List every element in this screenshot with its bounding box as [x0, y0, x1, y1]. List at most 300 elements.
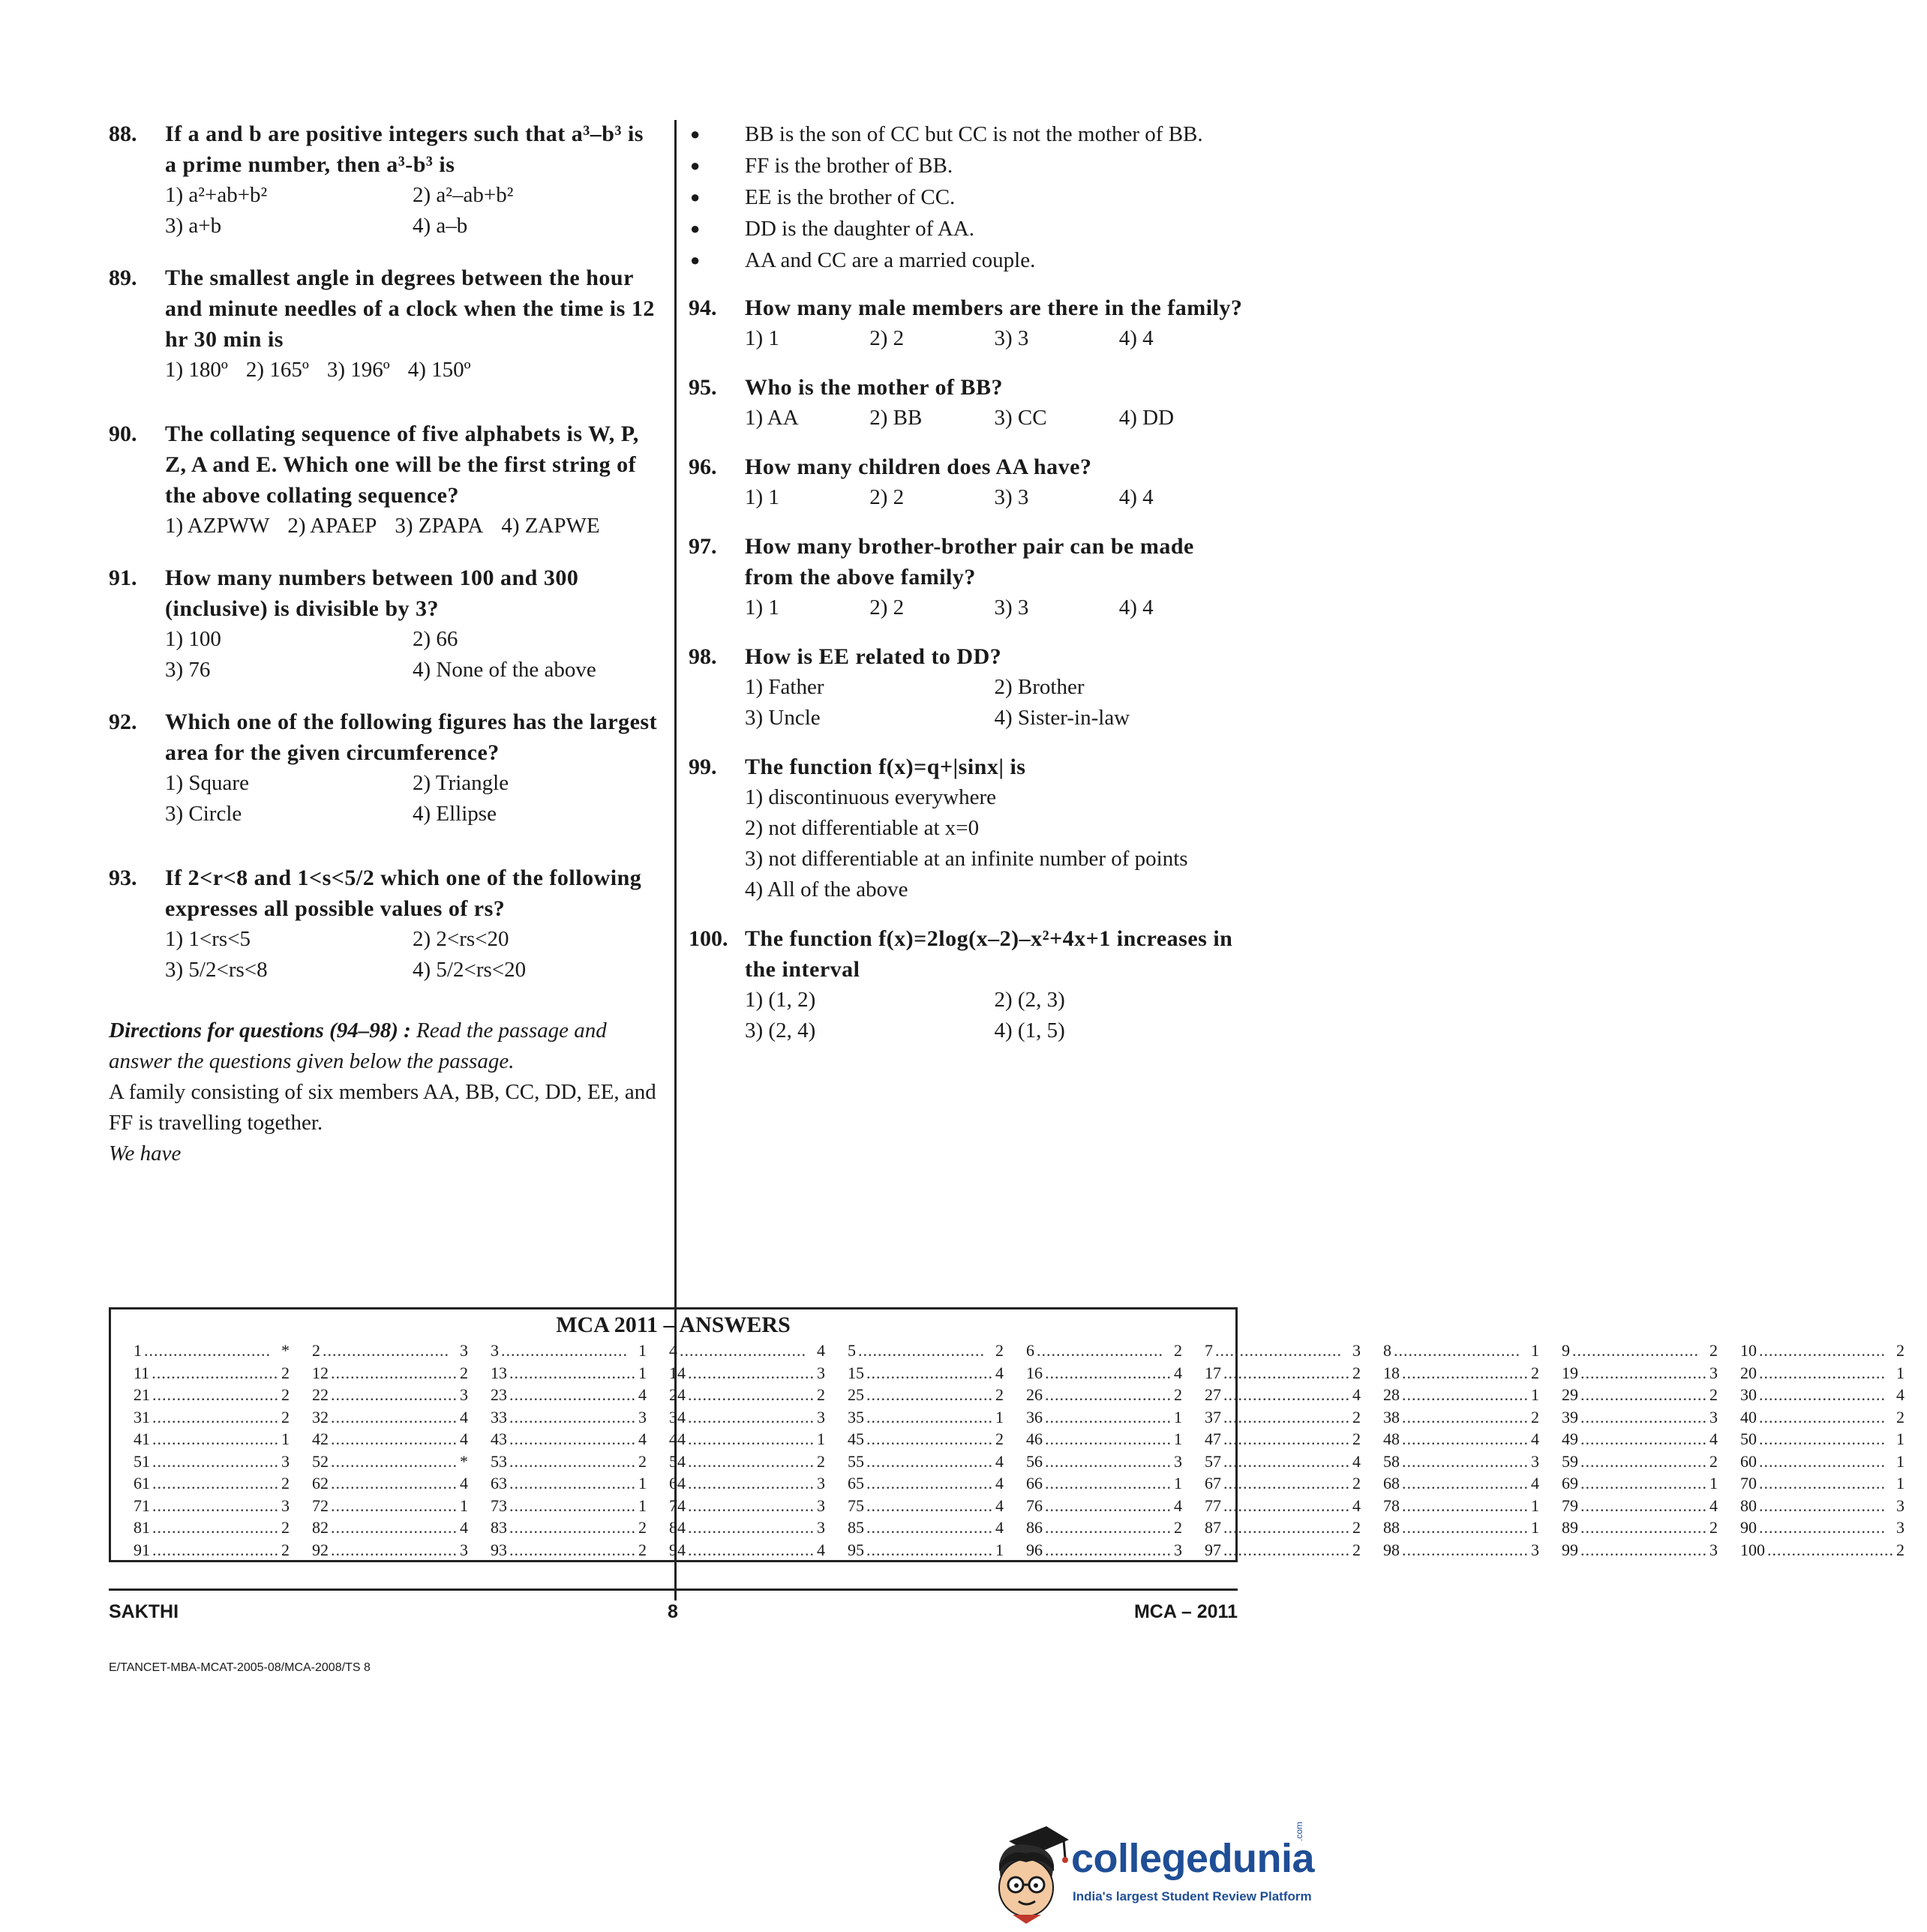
- answer-entry: [134, 1450, 312, 1473]
- question-92: [109, 706, 660, 830]
- leader-dots: ..........................: [866, 1430, 993, 1448]
- answer-question-number: 25: [848, 1385, 864, 1404]
- leader-dots: ..........................: [1223, 1540, 1350, 1559]
- collegedunia-logo[interactable]: [983, 1819, 1313, 1924]
- answer-entry: [1383, 1516, 1562, 1539]
- answer-entry: [1026, 1406, 1205, 1429]
- answer-value: 2: [995, 1341, 1004, 1360]
- answer-option: 1) Father: [745, 675, 824, 699]
- answer-entry: [312, 1516, 491, 1539]
- answer-value: *: [460, 1451, 468, 1471]
- answer-option: 2) 66: [413, 627, 458, 651]
- leader-dots: ..........................: [688, 1385, 815, 1404]
- answer-question-number: 52: [312, 1451, 329, 1471]
- answer-entry: [1740, 1384, 1927, 1406]
- answer-entry: [1740, 1472, 1927, 1495]
- answer-value: 3: [1531, 1540, 1539, 1559]
- answer-option: 4) 150º: [407, 358, 471, 382]
- answer-options: [165, 180, 660, 242]
- answer-value: 3: [1896, 1496, 1904, 1515]
- answer-value: 3: [638, 1407, 647, 1426]
- leader-dots: ..........................: [866, 1451, 993, 1471]
- leader-dots: ..........................: [1223, 1363, 1350, 1382]
- answer-entry: [1026, 1340, 1205, 1362]
- leader-dots: ..........................: [1223, 1496, 1350, 1515]
- answer-question-number: 26: [1026, 1385, 1043, 1404]
- answer-question-number: 93: [491, 1540, 507, 1559]
- answer-options: [165, 624, 660, 686]
- leader-dots: ..........................: [323, 1341, 449, 1360]
- answer-question-number: 62: [312, 1474, 329, 1492]
- answer-entry: [1383, 1340, 1562, 1362]
- answer-question-number: 27: [1205, 1385, 1221, 1404]
- leader-dots: ..........................: [509, 1385, 636, 1404]
- answer-value: 2: [1174, 1518, 1182, 1537]
- answer-option: 2) BB: [869, 406, 923, 430]
- answer-entry: [669, 1472, 848, 1495]
- answer-value: 1: [995, 1540, 1004, 1559]
- answer-option: 2) 165º: [245, 358, 309, 382]
- answer-option: 2) 2: [869, 485, 905, 509]
- answer-entry: [312, 1362, 491, 1384]
- answer-question-number: 73: [491, 1496, 507, 1515]
- answer-entry: [312, 1340, 491, 1362]
- answer-value: 2: [1709, 1385, 1718, 1404]
- answer-question-number: 98: [1383, 1540, 1400, 1559]
- answer-option: 2) Brother: [994, 675, 1085, 699]
- answer-question-number: 24: [669, 1385, 686, 1404]
- leader-dots: ..........................: [152, 1451, 279, 1471]
- answer-entry: [1205, 1340, 1383, 1362]
- answer-question-number: 10: [1740, 1341, 1757, 1360]
- answer-value: 4: [460, 1474, 468, 1492]
- answer-value: 1: [638, 1341, 647, 1360]
- question-number: 89.: [109, 266, 137, 290]
- answer-value: 4: [1709, 1496, 1718, 1515]
- answer-entry: [1562, 1495, 1740, 1517]
- answer-value: 4: [817, 1341, 825, 1360]
- footer-divider-stub: [674, 1574, 677, 1600]
- answer-question-number: 75: [848, 1496, 864, 1515]
- answer-option: 4) 4: [1118, 326, 1154, 350]
- logo-dotcom: .com: [1294, 1821, 1304, 1841]
- answer-entry: [1205, 1428, 1383, 1450]
- leader-dots: ..........................: [1580, 1518, 1707, 1537]
- answer-value: 4: [1174, 1363, 1182, 1382]
- answer-entry: [1383, 1362, 1562, 1384]
- question-text: How many male members are there in the family?: [745, 296, 1243, 320]
- answer-value: 3: [1352, 1341, 1361, 1360]
- answer-value: 3: [281, 1496, 290, 1515]
- answer-value: 3: [1896, 1518, 1904, 1537]
- leader-dots: ..........................: [866, 1518, 993, 1537]
- answer-value: 4: [995, 1363, 1004, 1382]
- mascot-icon: [983, 1819, 1073, 1924]
- leader-dots: ..........................: [1402, 1496, 1529, 1515]
- answer-question-number: 84: [669, 1518, 686, 1537]
- answer-option: 3) 196º: [326, 358, 390, 382]
- answer-entry: [848, 1406, 1026, 1429]
- answer-value: 2: [1174, 1341, 1182, 1360]
- answer-value: 1: [1709, 1474, 1718, 1492]
- answer-option: 4) 4: [1118, 596, 1154, 620]
- answer-question-number: 35: [848, 1407, 864, 1426]
- answer-value: 4: [460, 1407, 468, 1426]
- answer-value: 4: [995, 1451, 1004, 1471]
- answer-question-number: 22: [312, 1385, 329, 1404]
- answer-entry: [1562, 1384, 1740, 1406]
- answer-option: 1) a²+ab+b²: [165, 183, 268, 207]
- answer-option: 3) 3: [994, 326, 1029, 350]
- answer-question-number: 83: [491, 1518, 507, 1537]
- answer-options: [745, 403, 1244, 434]
- answer-question-number: 8: [1383, 1341, 1391, 1360]
- answer-question-number: 46: [1026, 1430, 1043, 1448]
- answer-option: 3) not differentiable at an infinite number of points: [745, 847, 1188, 871]
- leader-dots: ..........................: [152, 1407, 279, 1426]
- leader-dots: ..........................: [331, 1518, 458, 1537]
- leader-dots: ..........................: [688, 1518, 815, 1537]
- answer-value: 2: [1352, 1474, 1361, 1492]
- leader-dots: ..........................: [1223, 1407, 1350, 1426]
- answer-question-number: 50: [1740, 1430, 1757, 1448]
- answer-entry: [312, 1406, 491, 1429]
- answer-value: 4: [638, 1430, 647, 1448]
- answer-value: 2: [1531, 1363, 1539, 1382]
- leader-dots: ..........................: [1580, 1451, 1707, 1471]
- answer-value: 1: [1896, 1363, 1904, 1382]
- answer-options: [165, 924, 660, 986]
- leader-dots: ..........................: [509, 1363, 636, 1382]
- answer-question-number: 6: [1026, 1341, 1034, 1360]
- leader-dots: ..........................: [1045, 1540, 1172, 1559]
- leader-dots: ..........................: [331, 1385, 458, 1404]
- directions-heading: Directions for questions (94–98) :: [109, 1018, 411, 1042]
- answer-value: 4: [1174, 1496, 1182, 1515]
- answer-option: 4) Ellipse: [413, 802, 497, 826]
- answer-question-number: 55: [848, 1451, 864, 1471]
- answer-question-number: 58: [1383, 1451, 1400, 1471]
- answer-option: 1) discontinuous everywhere: [745, 785, 997, 809]
- leader-dots: ..........................: [1759, 1385, 1886, 1404]
- question-text: If a and b are positive integers such that a³–b³ is a prime number, then a³-b³ is: [165, 122, 644, 177]
- leader-dots: ..........................: [1580, 1540, 1707, 1559]
- answer-value: 1: [1531, 1385, 1539, 1404]
- answer-value: 1: [1174, 1407, 1182, 1426]
- leader-dots: ..........................: [501, 1341, 628, 1360]
- leader-dots: ..........................: [1045, 1496, 1172, 1515]
- directions-instruction: Read the passage and answer the questions given below the passage.: [109, 1018, 607, 1073]
- answer-options: [165, 355, 660, 386]
- answer-question-number: 97: [1205, 1540, 1221, 1559]
- leader-dots: ..........................: [331, 1430, 458, 1448]
- answer-entry: [1562, 1539, 1740, 1562]
- answer-entry: [848, 1428, 1026, 1450]
- answer-entry: [312, 1428, 491, 1450]
- answer-value: 3: [817, 1363, 825, 1382]
- answer-question-number: 40: [1740, 1407, 1757, 1426]
- question-text: The smallest angle in degrees between the hour and minute needles of a clock when the time is 12 hr 30 min is: [165, 266, 655, 352]
- answer-entry: [1026, 1450, 1205, 1473]
- answer-option: 3) Circle: [165, 802, 242, 826]
- question-text: Who is the mother of BB?: [745, 375, 1003, 400]
- answer-question-number: 39: [1562, 1407, 1578, 1426]
- question-text: The function f(x)=q+|sinx| is: [745, 754, 1026, 779]
- question-95: [689, 372, 1244, 434]
- answer-value: 1: [281, 1430, 290, 1448]
- answer-entry: [312, 1384, 491, 1406]
- answer-value: 4: [1531, 1430, 1539, 1448]
- answer-question-number: 19: [1562, 1363, 1578, 1382]
- answer-value: 3: [817, 1518, 825, 1537]
- leader-dots: ..........................: [152, 1385, 279, 1404]
- answer-entry: [491, 1428, 669, 1450]
- answer-value: 3: [817, 1407, 825, 1426]
- answer-value: 4: [1352, 1385, 1361, 1404]
- answer-value: *: [281, 1341, 290, 1360]
- answer-entry: [134, 1384, 312, 1406]
- leader-dots: ..........................: [688, 1474, 815, 1492]
- answer-entry: [134, 1340, 312, 1362]
- answer-option: 4) Sister-in-law: [994, 706, 1130, 730]
- leader-dots: ..........................: [1580, 1385, 1707, 1404]
- answer-entry: [669, 1406, 848, 1429]
- answer-option: 4) a–b: [413, 214, 468, 238]
- answer-value: 1: [638, 1363, 647, 1382]
- answer-question-number: 12: [312, 1363, 329, 1382]
- answer-key-box: [109, 1307, 1904, 1562]
- leader-dots: ..........................: [688, 1496, 815, 1515]
- leader-dots: ..........................: [152, 1496, 279, 1515]
- leader-dots: ..........................: [331, 1407, 458, 1426]
- answer-option: 3) 76: [165, 658, 211, 682]
- leader-dots: ..........................: [1045, 1385, 1172, 1404]
- answer-question-number: 66: [1026, 1474, 1043, 1492]
- answer-question-number: 69: [1562, 1474, 1578, 1492]
- answer-question-number: 80: [1740, 1496, 1757, 1515]
- answer-question-number: 85: [848, 1518, 864, 1537]
- answer-entry: [1383, 1406, 1562, 1429]
- answer-entry: [1205, 1539, 1383, 1562]
- answer-question-number: 99: [1562, 1540, 1578, 1559]
- answer-value: 4: [995, 1518, 1004, 1537]
- leader-dots: ..........................: [858, 1341, 985, 1360]
- leader-dots: ..........................: [144, 1341, 271, 1360]
- leader-dots: ..........................: [331, 1474, 458, 1492]
- question-text: How many children does AA have?: [745, 454, 1092, 479]
- question-number: 98.: [689, 644, 717, 669]
- answer-entry: [669, 1450, 848, 1473]
- leader-dots: ..........................: [688, 1540, 815, 1559]
- answer-entry: [1383, 1495, 1562, 1517]
- answer-entry: [1026, 1495, 1205, 1517]
- question-number: 96.: [689, 454, 717, 479]
- answer-question-number: 71: [134, 1496, 150, 1515]
- answer-entry: [1205, 1450, 1383, 1473]
- answer-question-number: 82: [312, 1518, 329, 1537]
- directions-we-have: We have: [109, 1142, 182, 1166]
- leader-dots: ..........................: [866, 1363, 993, 1382]
- answer-value: 2: [1352, 1540, 1361, 1559]
- answer-value: 2: [1709, 1451, 1718, 1471]
- leader-dots: ..........................: [1223, 1385, 1350, 1404]
- answer-entry: [491, 1495, 669, 1517]
- leader-dots: ..........................: [1580, 1363, 1707, 1382]
- leader-dots: ..........................: [1037, 1341, 1163, 1360]
- answer-question-number: 30: [1740, 1385, 1757, 1404]
- answer-option: 1) 180º: [165, 358, 228, 382]
- answer-value: 1: [995, 1407, 1004, 1426]
- leader-dots: ..........................: [688, 1363, 815, 1382]
- question-90: [109, 418, 660, 542]
- leader-dots: ..........................: [866, 1385, 993, 1404]
- leader-dots: ..........................: [680, 1341, 806, 1360]
- leader-dots: ..........................: [1580, 1430, 1707, 1448]
- answer-entry: [1383, 1539, 1562, 1562]
- answer-entry: [1205, 1362, 1383, 1384]
- footer-rule: [109, 1588, 1238, 1591]
- answer-question-number: 31: [134, 1407, 150, 1426]
- answer-question-number: 77: [1205, 1496, 1221, 1515]
- answer-option: 1) Square: [165, 771, 249, 795]
- question-96: [689, 452, 1244, 513]
- leader-dots: ..........................: [152, 1474, 279, 1492]
- question-number: 92.: [109, 710, 137, 734]
- answer-entry: [1205, 1516, 1383, 1539]
- answer-question-number: 44: [669, 1430, 686, 1448]
- answer-option: 2) Triangle: [413, 771, 509, 795]
- page-number: 8: [668, 1601, 678, 1622]
- answer-entry: [848, 1450, 1026, 1473]
- answer-option: 2) 2: [869, 596, 905, 620]
- answer-entry: [669, 1428, 848, 1450]
- leader-dots: ..........................: [1402, 1540, 1529, 1559]
- question-100: [689, 923, 1244, 1046]
- answer-entry: [848, 1362, 1026, 1384]
- leader-dots: ..........................: [1580, 1407, 1707, 1426]
- answer-option: 3) Uncle: [745, 706, 821, 730]
- answer-option: 4) 4: [1118, 485, 1154, 509]
- answer-value: 2: [1896, 1540, 1904, 1559]
- question-number: 100.: [689, 926, 728, 951]
- leader-dots: ..........................: [688, 1430, 815, 1448]
- leader-dots: ..........................: [152, 1518, 279, 1537]
- answer-entry: [1740, 1539, 1927, 1562]
- answer-entry: [1740, 1340, 1927, 1362]
- answer-option: 3) 3: [994, 485, 1029, 509]
- answer-value: 1: [638, 1474, 647, 1492]
- answer-value: 2: [281, 1363, 290, 1382]
- question-text: How many numbers between 100 and 300 (inclusive) is divisible by 3?: [165, 566, 579, 621]
- answer-option: 3) (2, 4): [745, 1018, 816, 1042]
- answer-question-number: 67: [1205, 1474, 1221, 1492]
- answer-value: 2: [995, 1385, 1004, 1404]
- answer-value: 3: [1174, 1451, 1182, 1471]
- answer-value: 2: [1352, 1518, 1361, 1537]
- answer-option: 4) All of the above: [745, 878, 908, 902]
- question-number: 94.: [689, 296, 717, 320]
- answer-entry: [1740, 1516, 1927, 1539]
- leader-dots: ..........................: [1045, 1451, 1172, 1471]
- answer-question-number: 11: [134, 1363, 150, 1382]
- answer-question-number: 14: [669, 1363, 686, 1382]
- family-fact: ● DD is the daughter of AA.: [689, 213, 1244, 244]
- answer-entry: [491, 1384, 669, 1406]
- answer-question-number: 3: [491, 1341, 499, 1360]
- answer-value: 3: [460, 1385, 468, 1404]
- answer-question-number: 87: [1205, 1518, 1221, 1537]
- leader-dots: ..........................: [688, 1407, 815, 1426]
- question-number: 97.: [689, 534, 717, 559]
- answer-question-number: 43: [491, 1430, 507, 1448]
- question-number: 95.: [689, 375, 717, 400]
- answer-question-number: 74: [669, 1496, 686, 1515]
- answer-value: 3: [460, 1341, 468, 1360]
- leader-dots: ..........................: [1759, 1518, 1886, 1537]
- answer-entry: [134, 1428, 312, 1450]
- answer-question-number: 13: [491, 1363, 507, 1382]
- leader-dots: ..........................: [1402, 1474, 1529, 1492]
- leader-dots: ..........................: [152, 1540, 279, 1559]
- answer-entry: [1562, 1362, 1740, 1384]
- answer-entry: [134, 1362, 312, 1384]
- answer-value: 3: [1174, 1540, 1182, 1559]
- answer-entry: [1026, 1539, 1205, 1562]
- question-89: [109, 262, 660, 386]
- answer-entry: [1026, 1362, 1205, 1384]
- leader-dots: ..........................: [331, 1540, 458, 1559]
- answer-value: 1: [1896, 1474, 1904, 1492]
- answer-value: 2: [1896, 1407, 1904, 1426]
- answer-options: [745, 985, 1244, 1046]
- leader-dots: ..........................: [1402, 1363, 1529, 1382]
- leader-dots: ..........................: [331, 1496, 458, 1515]
- left-column: [109, 118, 660, 1169]
- answer-entry: [134, 1539, 312, 1562]
- leader-dots: ..........................: [1223, 1430, 1350, 1448]
- answer-value: 4: [995, 1496, 1004, 1515]
- answer-value: 1: [817, 1430, 825, 1448]
- answer-option: 3) ZPAPA: [395, 514, 484, 538]
- question-number: 91.: [109, 566, 137, 590]
- question-98: [689, 641, 1244, 734]
- answer-question-number: 23: [491, 1385, 507, 1404]
- answer-value: 4: [1896, 1385, 1904, 1404]
- answer-option: 4) ZAPWE: [501, 514, 600, 538]
- answer-value: 2: [1709, 1518, 1718, 1537]
- answer-value: 2: [817, 1385, 825, 1404]
- answer-option: 3) 3: [994, 596, 1029, 620]
- answer-value: 4: [1531, 1474, 1539, 1492]
- answer-value: 3: [1709, 1540, 1718, 1559]
- answer-entry: [848, 1384, 1026, 1406]
- answer-value: 3: [1709, 1407, 1718, 1426]
- answer-option: 1) 1: [745, 485, 779, 509]
- answer-option: 2) not differentiable at x=0: [745, 816, 980, 840]
- leader-dots: ..........................: [1767, 1540, 1894, 1559]
- answer-question-number: 47: [1205, 1430, 1221, 1448]
- leader-dots: ..........................: [1759, 1407, 1886, 1426]
- answer-question-number: 34: [669, 1407, 686, 1426]
- answer-value: 3: [817, 1496, 825, 1515]
- answer-question-number: 79: [1562, 1496, 1578, 1515]
- answer-question-number: 32: [312, 1407, 329, 1426]
- leader-dots: ..........................: [1045, 1363, 1172, 1382]
- answer-question-number: 45: [848, 1430, 864, 1448]
- question-97: [689, 531, 1244, 623]
- leader-dots: ..........................: [1045, 1407, 1172, 1426]
- answer-question-number: 76: [1026, 1496, 1043, 1515]
